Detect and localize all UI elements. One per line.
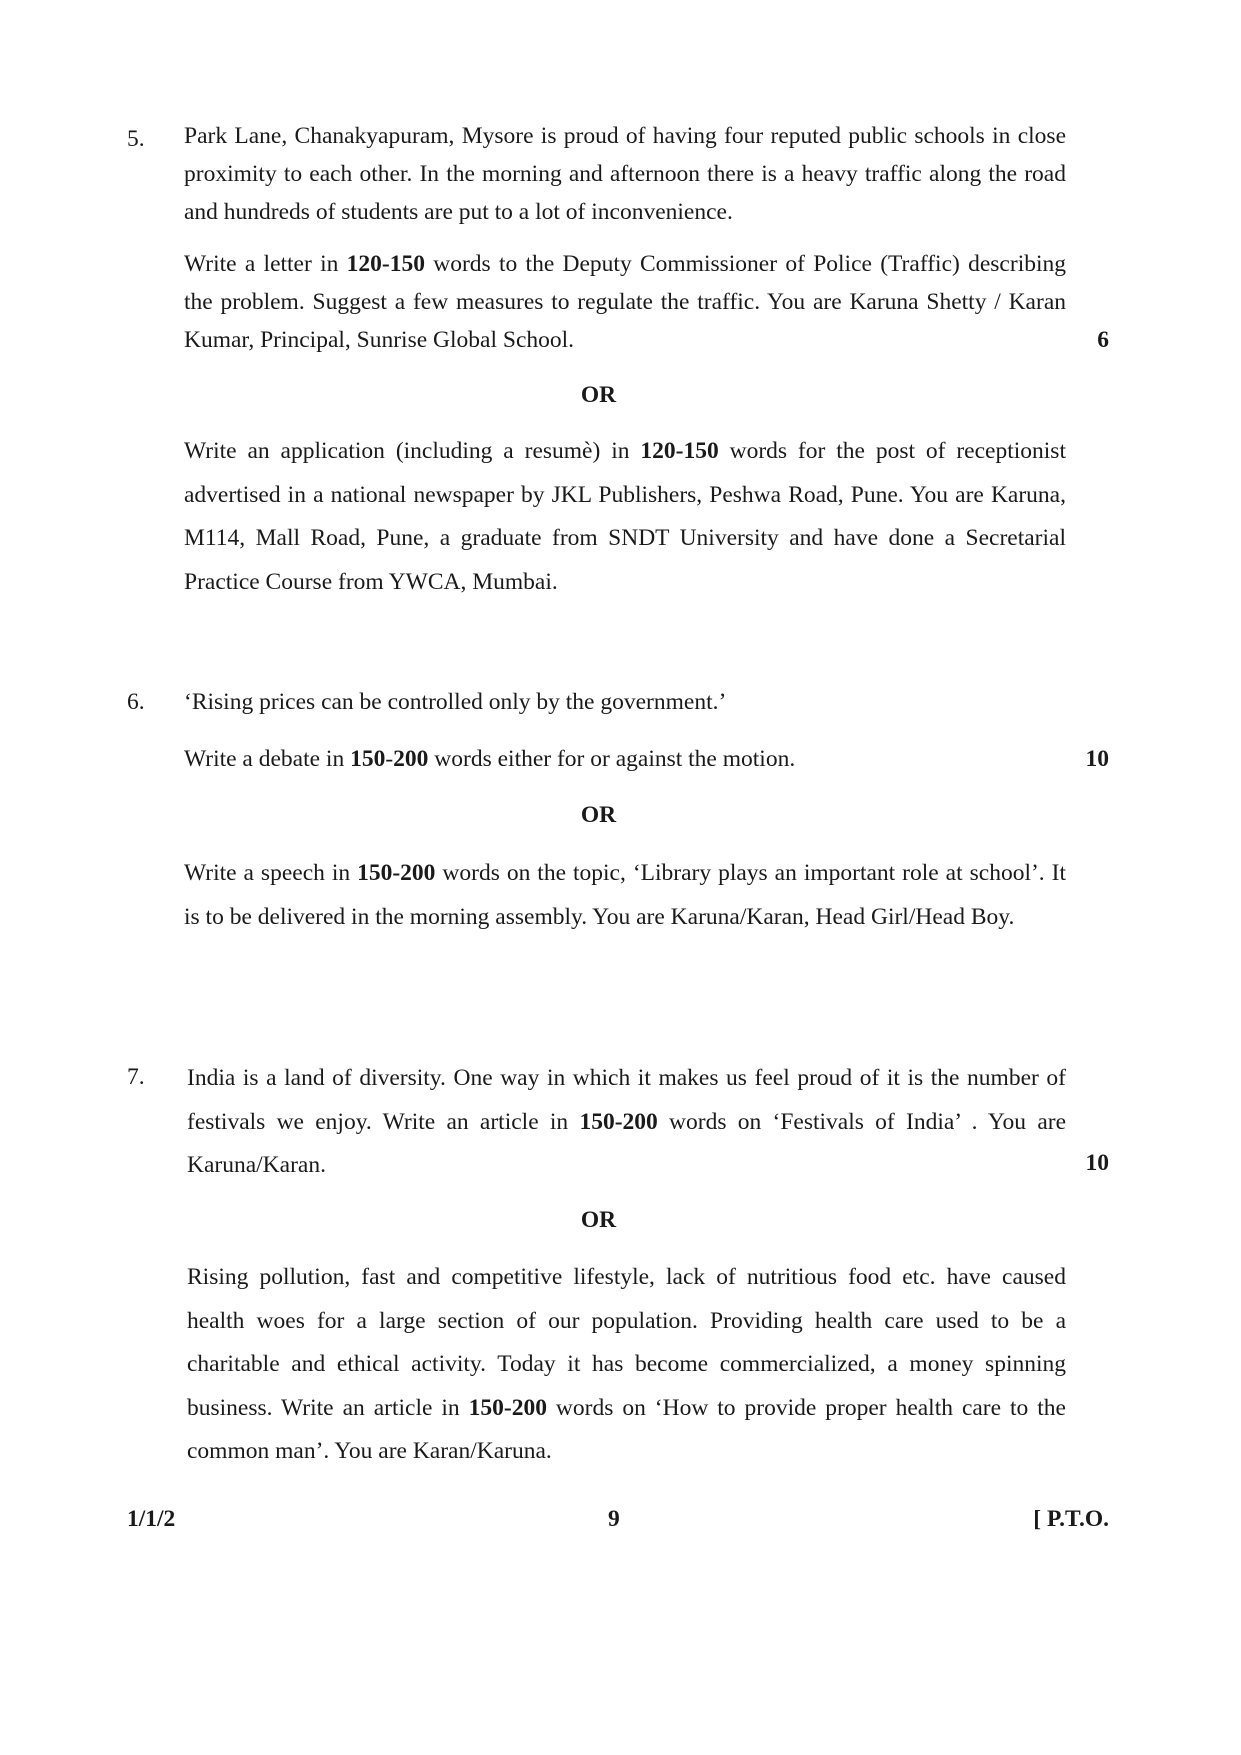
question-6-intro	[184, 683, 1066, 721]
question-7-alt-text-b: words on ‘How to provide proper health care to the common man’. You are Karan/Karuna.	[187, 1394, 1066, 1464]
question-5-alt-text-a: Write an application (including a resumè) in	[184, 438, 641, 464]
question-7-alt-text-a: Rising pollution, fast and competitive lifestyle, lack of nutritious food etc. have caused health woes for a large section of our population. Providing health care used to be a charitable and ethical activity. Today it has become commercialized, a money spinning business. Write an article in	[187, 1264, 1066, 1421]
question-7-task-text-a: India is a land of diversity. One way in which it makes us feel proud of it is the number of festivals we enjoy. Write an article in	[187, 1065, 1066, 1135]
question-6-task-text-b: words either for or against the motion.	[428, 746, 796, 772]
question-6-task	[184, 740, 1066, 778]
question-5-alt-text-b: words for the post of receptionist advertised in a national newspaper by JKL Publishers, Peshwa Road, Pune. You are Karuna, M114, Mall Road, Pune, a graduate from SNDT University and have done a Secretarial Practice Course from YWCA, Mumbai.	[184, 438, 1066, 595]
question-5-intro-text: Park Lane, Chanakyapuram, Mysore is proud of having four reputed public schools in close proximity to each other. In the morning and afternoon there is a heavy traffic along the road and hundreds of students are put to a lot of inconvenience.	[184, 123, 1066, 225]
question-5-or: OR	[580, 382, 617, 408]
question-6-marks: 10	[1085, 746, 1109, 772]
question-5-number: 5.	[127, 126, 145, 152]
question-7-alt-word-limit: 150-200	[468, 1394, 547, 1421]
question-6-alt-word-limit: 150-200	[357, 860, 436, 886]
question-6-intro-text: ‘Rising prices can be controlled only by the government.’	[184, 689, 727, 715]
question-6-task-text-a: Write a debate in	[184, 746, 351, 772]
question-7-or: OR	[580, 1207, 617, 1233]
question-6-number: 6.	[127, 689, 145, 715]
question-6-word-limit-dash: -	[385, 746, 394, 772]
question-5-task-text-a: Write a letter in	[184, 251, 347, 277]
question-5-alternative	[184, 430, 1066, 604]
question-6-word-limit-high: 200	[393, 746, 429, 772]
question-6-alternative	[184, 852, 1066, 939]
question-6-word-limit-low: 150	[350, 746, 386, 772]
question-5-task	[184, 245, 1066, 359]
question-5-intro	[184, 117, 1066, 231]
question-6-alt-text-b: words on the topic, ‘Library plays an important role at school’. It is to be delivered in the morning assembly. You are Karuna/Karan, Head Girl/Head Boy.	[184, 860, 1067, 930]
question-5-alt-word-limit: 120-150	[640, 438, 719, 464]
footer-paper-code: 1/1/2	[127, 1506, 176, 1532]
question-7-task-text-b: words on ‘Festivals of India’ . You are Karuna/Karan.	[187, 1108, 1066, 1178]
footer-page-number: 9	[608, 1506, 620, 1532]
question-7-word-limit: 150-200	[579, 1108, 658, 1135]
question-7-alternative	[187, 1256, 1066, 1474]
question-6-alt-text-a: Write a speech in	[184, 860, 358, 886]
footer-pto: [ P.T.O.	[1033, 1506, 1109, 1532]
question-6-or: OR	[580, 802, 617, 828]
question-5-marks: 6	[1097, 327, 1109, 353]
question-5-word-limit: 120-150	[346, 251, 425, 277]
question-7-number: 7.	[127, 1064, 145, 1090]
question-5-task-text-b: words to the Deputy Commissioner of Police (Traffic) describing the problem. Suggest a few measures to regulate the traffic. You are Karuna Shetty / Karan Kumar, Principal, Sunrise Global School.	[184, 251, 1066, 353]
question-7-marks: 10	[1085, 1150, 1109, 1176]
question-7-task	[187, 1057, 1066, 1188]
